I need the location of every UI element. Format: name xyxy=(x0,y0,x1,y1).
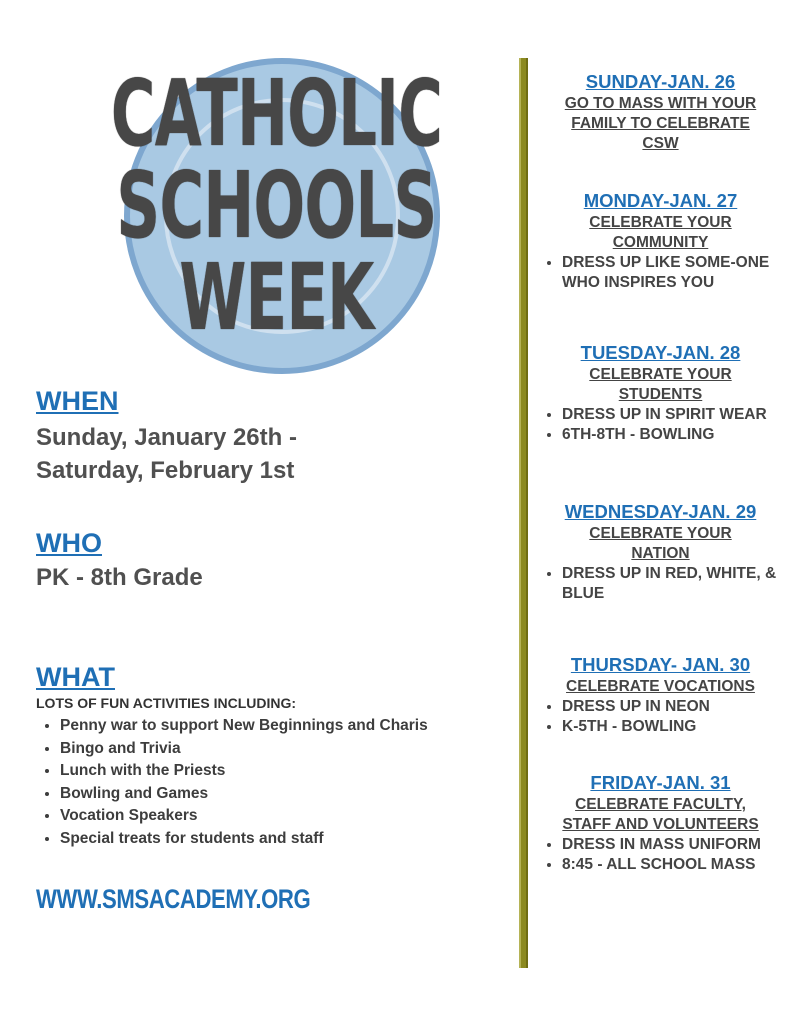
list-item: • Penny war to support New Beginnings and Charis xyxy=(60,715,428,738)
day-title: TUESDAY-JAN. 28 xyxy=(580,342,741,363)
activities-list xyxy=(36,715,428,850)
list-item: • Bingo and Trivia xyxy=(60,738,428,761)
day-theme: STAFF AND VOLUNTEERS xyxy=(562,816,759,833)
day-monday xyxy=(538,189,783,293)
day-theme: GO TO MASS WITH YOUR xyxy=(564,95,757,112)
list-item: • Lunch with the Priests xyxy=(60,760,428,783)
day-items xyxy=(538,564,783,604)
day-theme: CELEBRATE YOUR xyxy=(589,525,732,542)
list-item: • DRESS UP IN RED, WHITE, & BLUE xyxy=(562,564,783,604)
day-theme: FAMILY TO CELEBRATE xyxy=(571,115,750,132)
day-title: WEDNESDAY-JAN. 29 xyxy=(564,501,757,522)
day-title: THURSDAY- JAN. 30 xyxy=(570,654,751,675)
who-text: PK - 8th Grade xyxy=(36,564,203,591)
day-items xyxy=(538,253,783,293)
list-item: • Special treats for students and staff xyxy=(60,828,428,851)
list-item: • DRESS UP IN NEON xyxy=(562,697,783,717)
day-items xyxy=(538,835,783,875)
hero-title xyxy=(62,60,491,351)
day-theme: CELEBRATE YOUR xyxy=(589,366,732,383)
list-item: • DRESS UP IN SPIRIT WEAR xyxy=(562,405,783,425)
day-theme: STUDENTS xyxy=(618,386,703,403)
day-theme: NATION xyxy=(631,545,690,562)
who-heading: WHO xyxy=(36,528,102,558)
list-item: • Bowling and Games xyxy=(60,783,428,806)
day-thursday xyxy=(538,653,783,737)
column-divider xyxy=(519,58,528,968)
list-item: • 8:45 - ALL SCHOOL MASS xyxy=(562,855,783,875)
day-theme: COMMUNITY xyxy=(612,234,709,251)
what-intro: LOTS OF FUN ACTIVITIES INCLUDING: xyxy=(36,695,297,711)
list-item: • DRESS IN MASS UNIFORM xyxy=(562,835,783,855)
when-line: Sunday, January 26th - xyxy=(36,424,297,451)
what-section xyxy=(36,662,428,850)
who-section xyxy=(36,528,203,594)
day-friday xyxy=(538,771,783,875)
list-item: • DRESS UP LIKE SOME-ONE WHO INSPIRES YOU xyxy=(562,253,783,293)
day-title: SUNDAY-JAN. 26 xyxy=(585,71,736,92)
website-link[interactable]: WWW.SMSACADEMY.ORG xyxy=(36,884,311,914)
when-line: Saturday, February 1st xyxy=(36,457,295,484)
hero-line: CATHOLIC xyxy=(110,60,443,167)
day-title: MONDAY-JAN. 27 xyxy=(583,190,738,211)
list-item: • Vocation Speakers xyxy=(60,805,428,828)
when-heading: WHEN xyxy=(36,386,119,416)
day-sunday xyxy=(538,70,783,154)
day-tuesday xyxy=(538,341,783,445)
hero-line: SCHOOLS xyxy=(116,152,437,259)
list-item: • 6TH-8TH - BOWLING xyxy=(562,425,783,445)
what-heading: WHAT xyxy=(36,662,115,692)
day-theme: CELEBRATE YOUR xyxy=(589,214,732,231)
day-wednesday xyxy=(538,500,783,604)
hero-line: WEEK xyxy=(179,244,374,351)
when-section xyxy=(36,386,297,487)
day-theme: CSW xyxy=(642,135,679,152)
day-items xyxy=(538,405,783,445)
day-title: FRIDAY-JAN. 31 xyxy=(590,772,731,793)
day-items xyxy=(538,697,783,737)
day-theme: CELEBRATE FACULTY, xyxy=(575,796,746,813)
list-item: • K-5TH - BOWLING xyxy=(562,717,783,737)
day-theme: CELEBRATE VOCATIONS xyxy=(566,678,755,695)
